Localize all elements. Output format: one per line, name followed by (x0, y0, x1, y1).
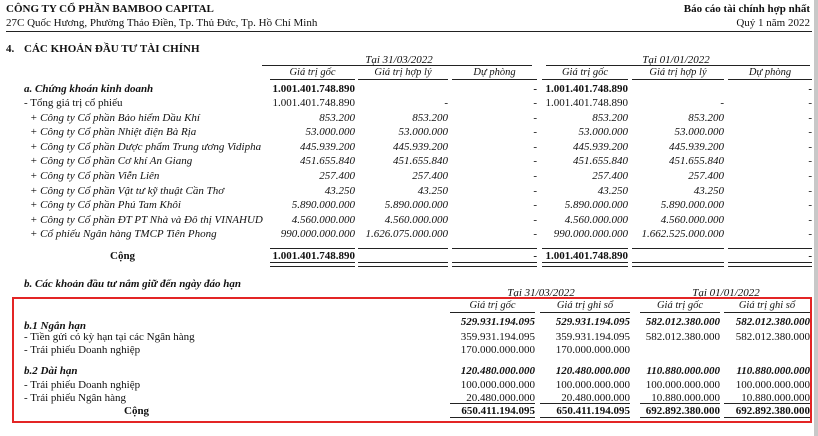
part-b-long-row-value: 10.880.000.000 (651, 392, 720, 404)
part-a-total-double-rule (452, 262, 537, 267)
part-a-row-value: 5.890.000.000 (384, 199, 448, 212)
report-title: Báo cáo tài chính hợp nhất (683, 3, 810, 15)
part-b-total-value: 650.411.194.095 (556, 405, 630, 417)
part-a-row-value: 5.890.000.000 (291, 199, 355, 212)
part-a-row-value: 451.655.840 (300, 155, 355, 168)
part-b-date-prior: Tại 01/01/2022 (692, 287, 760, 299)
part-b-short-row-value: 359.931.194.095 (555, 331, 630, 343)
part-a-row-value: 4.560.000.000 (660, 213, 724, 226)
part-a-row-label: - Tổng giá trị cổ phiếu (24, 97, 123, 109)
part-a-row-value: - (808, 199, 812, 212)
part-a-title-value: 1.001.401.748.890 (272, 83, 355, 95)
part-a-row-value: 445.939.200 (393, 140, 448, 153)
part-a-row-value: - (720, 97, 724, 109)
part-a-col-header-rule (358, 79, 448, 80)
part-b-col-header: Giá trị gốc (656, 300, 704, 311)
part-a-row-value: - (533, 155, 537, 168)
part-b-col-header: Giá trị ghi sổ (738, 300, 796, 311)
part-b-short-row-value: 170.000.000.000 (460, 344, 535, 356)
highlight-box (12, 297, 812, 423)
part-b-long-row-value: 100.000.000.000 (460, 379, 535, 391)
part-a-row-value: 853.200 (412, 111, 448, 124)
part-a-row-value: 990.000.000.000 (553, 228, 628, 241)
part-a-total-rule (270, 248, 355, 249)
part-a-row-label: + Công ty Cổ phần Cơ khí An Giang (30, 155, 193, 168)
part-a-row-value: 43.250 (324, 184, 355, 197)
part-b-short-row-value: 170.000.000.000 (555, 344, 630, 356)
part-a-col-header-rule (728, 79, 812, 80)
part-b-short-value: 582.012.380.000 (645, 316, 720, 328)
part-b-long-value: 110.880.000.000 (646, 365, 720, 377)
part-a-col-header-rule (452, 79, 537, 80)
part-a-row-value: 43.250 (693, 184, 724, 197)
part-a-total-rule (358, 248, 448, 249)
part-a-row-label: + Công ty Cổ phần Dược phẩm Trung ương Vidipha (30, 140, 262, 153)
part-a-row-value: 853.200 (319, 111, 355, 124)
part-a-row-value: - (808, 111, 812, 124)
part-b-long-value: 110.880.000.000 (736, 365, 810, 377)
part-a-row-value: - (444, 97, 448, 109)
part-a-row-value: - (533, 140, 537, 153)
part-a-row-value: - (533, 126, 537, 139)
part-b-long-row-value: 20.480.000.000 (561, 392, 630, 404)
section-number: 4. (6, 43, 15, 55)
part-b-date-current: Tại 31/03/2022 (507, 287, 575, 299)
part-b-total-label: Cộng (124, 405, 150, 417)
part-b-long-value: 120.480.000.000 (555, 365, 630, 377)
part-b-short-value: 529.931.194.095 (460, 316, 535, 328)
part-a-col-header: Giá trị gốc (289, 67, 336, 78)
part-b-long-row-value: 100.000.000.000 (735, 379, 810, 391)
part-a-row-label: + Công ty Cổ phần Vật tư kỹ thuật Cần Thơ (30, 184, 225, 197)
part-a-row-value: 451.655.840 (573, 155, 628, 168)
part-a-total-double-rule (632, 262, 724, 267)
part-b-col-header: Giá trị gốc (469, 300, 516, 311)
part-a-row-value: - (808, 213, 812, 226)
part-a-row-value: 53.000.000 (398, 126, 448, 139)
part-a-row-value: 4.560.000.000 (291, 213, 355, 226)
part-a-row-value: 53.000.000 (674, 126, 724, 139)
part-b-long-row-value: 10.880.000.000 (741, 392, 810, 404)
part-a-total-double-rule (728, 262, 812, 267)
company-address: 27C Quốc Hương, Phường Thảo Điền, Tp. Thủ Đức, Tp. Hồ Chí Minh (6, 17, 318, 29)
part-b-short-row-value: 359.931.194.095 (460, 331, 535, 343)
section-title: CÁC KHOẢN ĐẦU TƯ TÀI CHÍNH (24, 43, 200, 55)
part-a-row-value: 43.250 (597, 184, 628, 197)
part-a-row-value: - (808, 97, 812, 109)
part-a-row-value: - (533, 213, 537, 226)
part-a-col-header: Dự phòng (473, 67, 516, 78)
part-a-row-value: - (533, 97, 537, 109)
part-a-row-value: 257.400 (412, 170, 448, 182)
part-a-col-header: Giá trị hợp lý (649, 67, 707, 78)
part-a-row-value: 1.626.075.000.000 (365, 228, 448, 241)
part-a-total-rule (728, 248, 812, 249)
part-b-long-row-value: 20.480.000.000 (466, 392, 535, 404)
part-a-row-value: 1.001.401.748.890 (272, 97, 355, 109)
part-a-row-value: 43.250 (417, 184, 448, 197)
part-a-total-value: - (533, 250, 537, 262)
part-a-row-value: - (533, 228, 537, 241)
part-a-total-double-rule (358, 262, 448, 267)
part-a-row-value: 1.662.525.000.000 (641, 228, 724, 241)
part-b-short-value: 529.931.194.095 (555, 316, 630, 328)
part-b-long-row-label: - Trái phiếu Doanh nghiệp (24, 379, 141, 391)
part-b-short-row-label: - Trái phiếu Doanh nghiệp (24, 344, 141, 356)
part-a-col-header: Giá trị hợp lý (374, 67, 432, 78)
part-a-col-header-rule (632, 79, 724, 80)
part-b-long-row-label: - Trái phiếu Ngân hàng (24, 392, 127, 404)
part-a-total-value: 1.001.401.748.890 (545, 250, 628, 262)
part-a-row-value: 853.200 (688, 111, 724, 124)
part-a-title-value: 1.001.401.748.890 (545, 83, 628, 95)
part-a-row-value: 257.400 (592, 170, 628, 182)
part-a-row-value: - (808, 140, 812, 153)
part-a-total-value: 1.001.401.748.890 (272, 250, 355, 262)
part-a-row-value: - (808, 184, 812, 197)
part-b-short-row-value: 582.012.380.000 (645, 331, 720, 343)
part-a-row-value: - (808, 126, 812, 139)
part-b-long-value: 120.480.000.000 (460, 365, 535, 377)
part-a-total-rule (452, 248, 537, 249)
part-a-row-value: 53.000.000 (578, 126, 628, 139)
part-b-short-value: 582.012.380.000 (735, 316, 810, 328)
part-a-row-value: 445.939.200 (300, 140, 355, 153)
part-a-date-prior: Tại 01/01/2022 (642, 54, 710, 66)
part-a-row-value: - (533, 170, 537, 182)
part-a-total-rule (632, 248, 724, 249)
part-b-title: b. Các khoản đầu tư nắm giữ đến ngày đáo hạn (24, 278, 242, 290)
part-a-row-label: + Công ty Cổ phần ĐT PT Nhà và Đô thị VINAHUD (30, 213, 263, 226)
part-a-row-value: - (533, 199, 537, 212)
part-a-col-header: Dự phòng (748, 67, 792, 78)
part-a-row-value: - (533, 111, 537, 124)
part-a-row-value: 257.400 (319, 170, 355, 182)
part-a-date-rule-1 (262, 65, 532, 66)
part-a-title-value: - (533, 83, 537, 95)
part-a-row-value: 1.001.401.748.890 (545, 97, 628, 109)
part-a-row-value: 451.655.840 (393, 155, 448, 168)
part-a-row-value: - (808, 170, 812, 182)
part-a-row-label: + Công ty Cổ phần Bảo hiểm Dầu Khí (30, 111, 200, 124)
part-a-total-rule (542, 248, 628, 249)
part-a-row-value: 990.000.000.000 (280, 228, 355, 241)
part-a-row-value: 4.560.000.000 (384, 213, 448, 226)
part-a-row-label: + Công ty Cổ phần Nhiệt điện Bà Rịa (30, 126, 197, 139)
part-b-total-value: 692.892.380.000 (735, 405, 810, 417)
part-a-col-header: Giá trị gốc (561, 67, 609, 78)
part-a-total-double-rule (270, 262, 355, 267)
part-a-total-label: Cộng (110, 250, 136, 262)
part-a-row-value: 445.939.200 (669, 140, 724, 153)
part-b-long-title: b.2 Dài hạn (24, 365, 78, 377)
part-b-total-value: 692.892.380.000 (645, 405, 720, 417)
part-a-row-value: - (808, 228, 812, 241)
part-a-date-current: Tại 31/03/2022 (365, 54, 433, 66)
part-a-row-label: + Cổ phiếu Ngân hàng TMCP Tiên Phong (30, 228, 217, 241)
part-b-short-row-label: - Tiền gửi có kỳ hạn tại các Ngân hàng (24, 331, 195, 343)
part-a-row-value: 451.655.840 (669, 155, 724, 168)
part-a-row-value: 5.890.000.000 (564, 199, 628, 212)
part-b-total-value: 650.411.194.095 (461, 405, 535, 417)
part-a-date-rule-2 (546, 65, 810, 66)
part-a-total-double-rule (542, 262, 628, 267)
part-a-row-value: - (808, 155, 812, 168)
part-a-title-value: - (808, 83, 812, 95)
part-a-title: a. Chứng khoán kinh doanh (24, 83, 154, 95)
report-period: Quý 1 năm 2022 (736, 17, 810, 29)
part-a-row-value: 445.939.200 (573, 140, 628, 153)
part-a-col-header-rule (542, 79, 628, 80)
company-name: CÔNG TY CỔ PHẦN BAMBOO CAPITAL (6, 3, 214, 15)
part-b-long-row-value: 100.000.000.000 (555, 379, 630, 391)
part-b-short-row-value: 582.012.380.000 (735, 331, 810, 343)
part-b-short-title: b.1 Ngắn hạn (24, 320, 87, 332)
part-a-total-value: - (808, 250, 812, 262)
header-rule (6, 31, 812, 32)
page-edge (814, 0, 818, 436)
part-b-long-row-value: 100.000.000.000 (645, 379, 720, 391)
part-a-row-label: + Công ty Cổ phần Phú Tam Khôi (30, 199, 181, 212)
part-a-row-value: 53.000.000 (305, 126, 355, 139)
part-a-row-value: 853.200 (592, 111, 628, 124)
part-a-col-header-rule (270, 79, 355, 80)
part-b-col-header: Giá trị ghi sổ (556, 300, 614, 311)
part-a-row-value: - (533, 184, 537, 197)
part-a-row-label: + Công ty Cổ phần Viễn Liên (30, 170, 160, 182)
part-a-row-value: 5.890.000.000 (660, 199, 724, 212)
part-a-row-value: 4.560.000.000 (564, 213, 628, 226)
part-a-row-value: 257.400 (688, 170, 724, 182)
